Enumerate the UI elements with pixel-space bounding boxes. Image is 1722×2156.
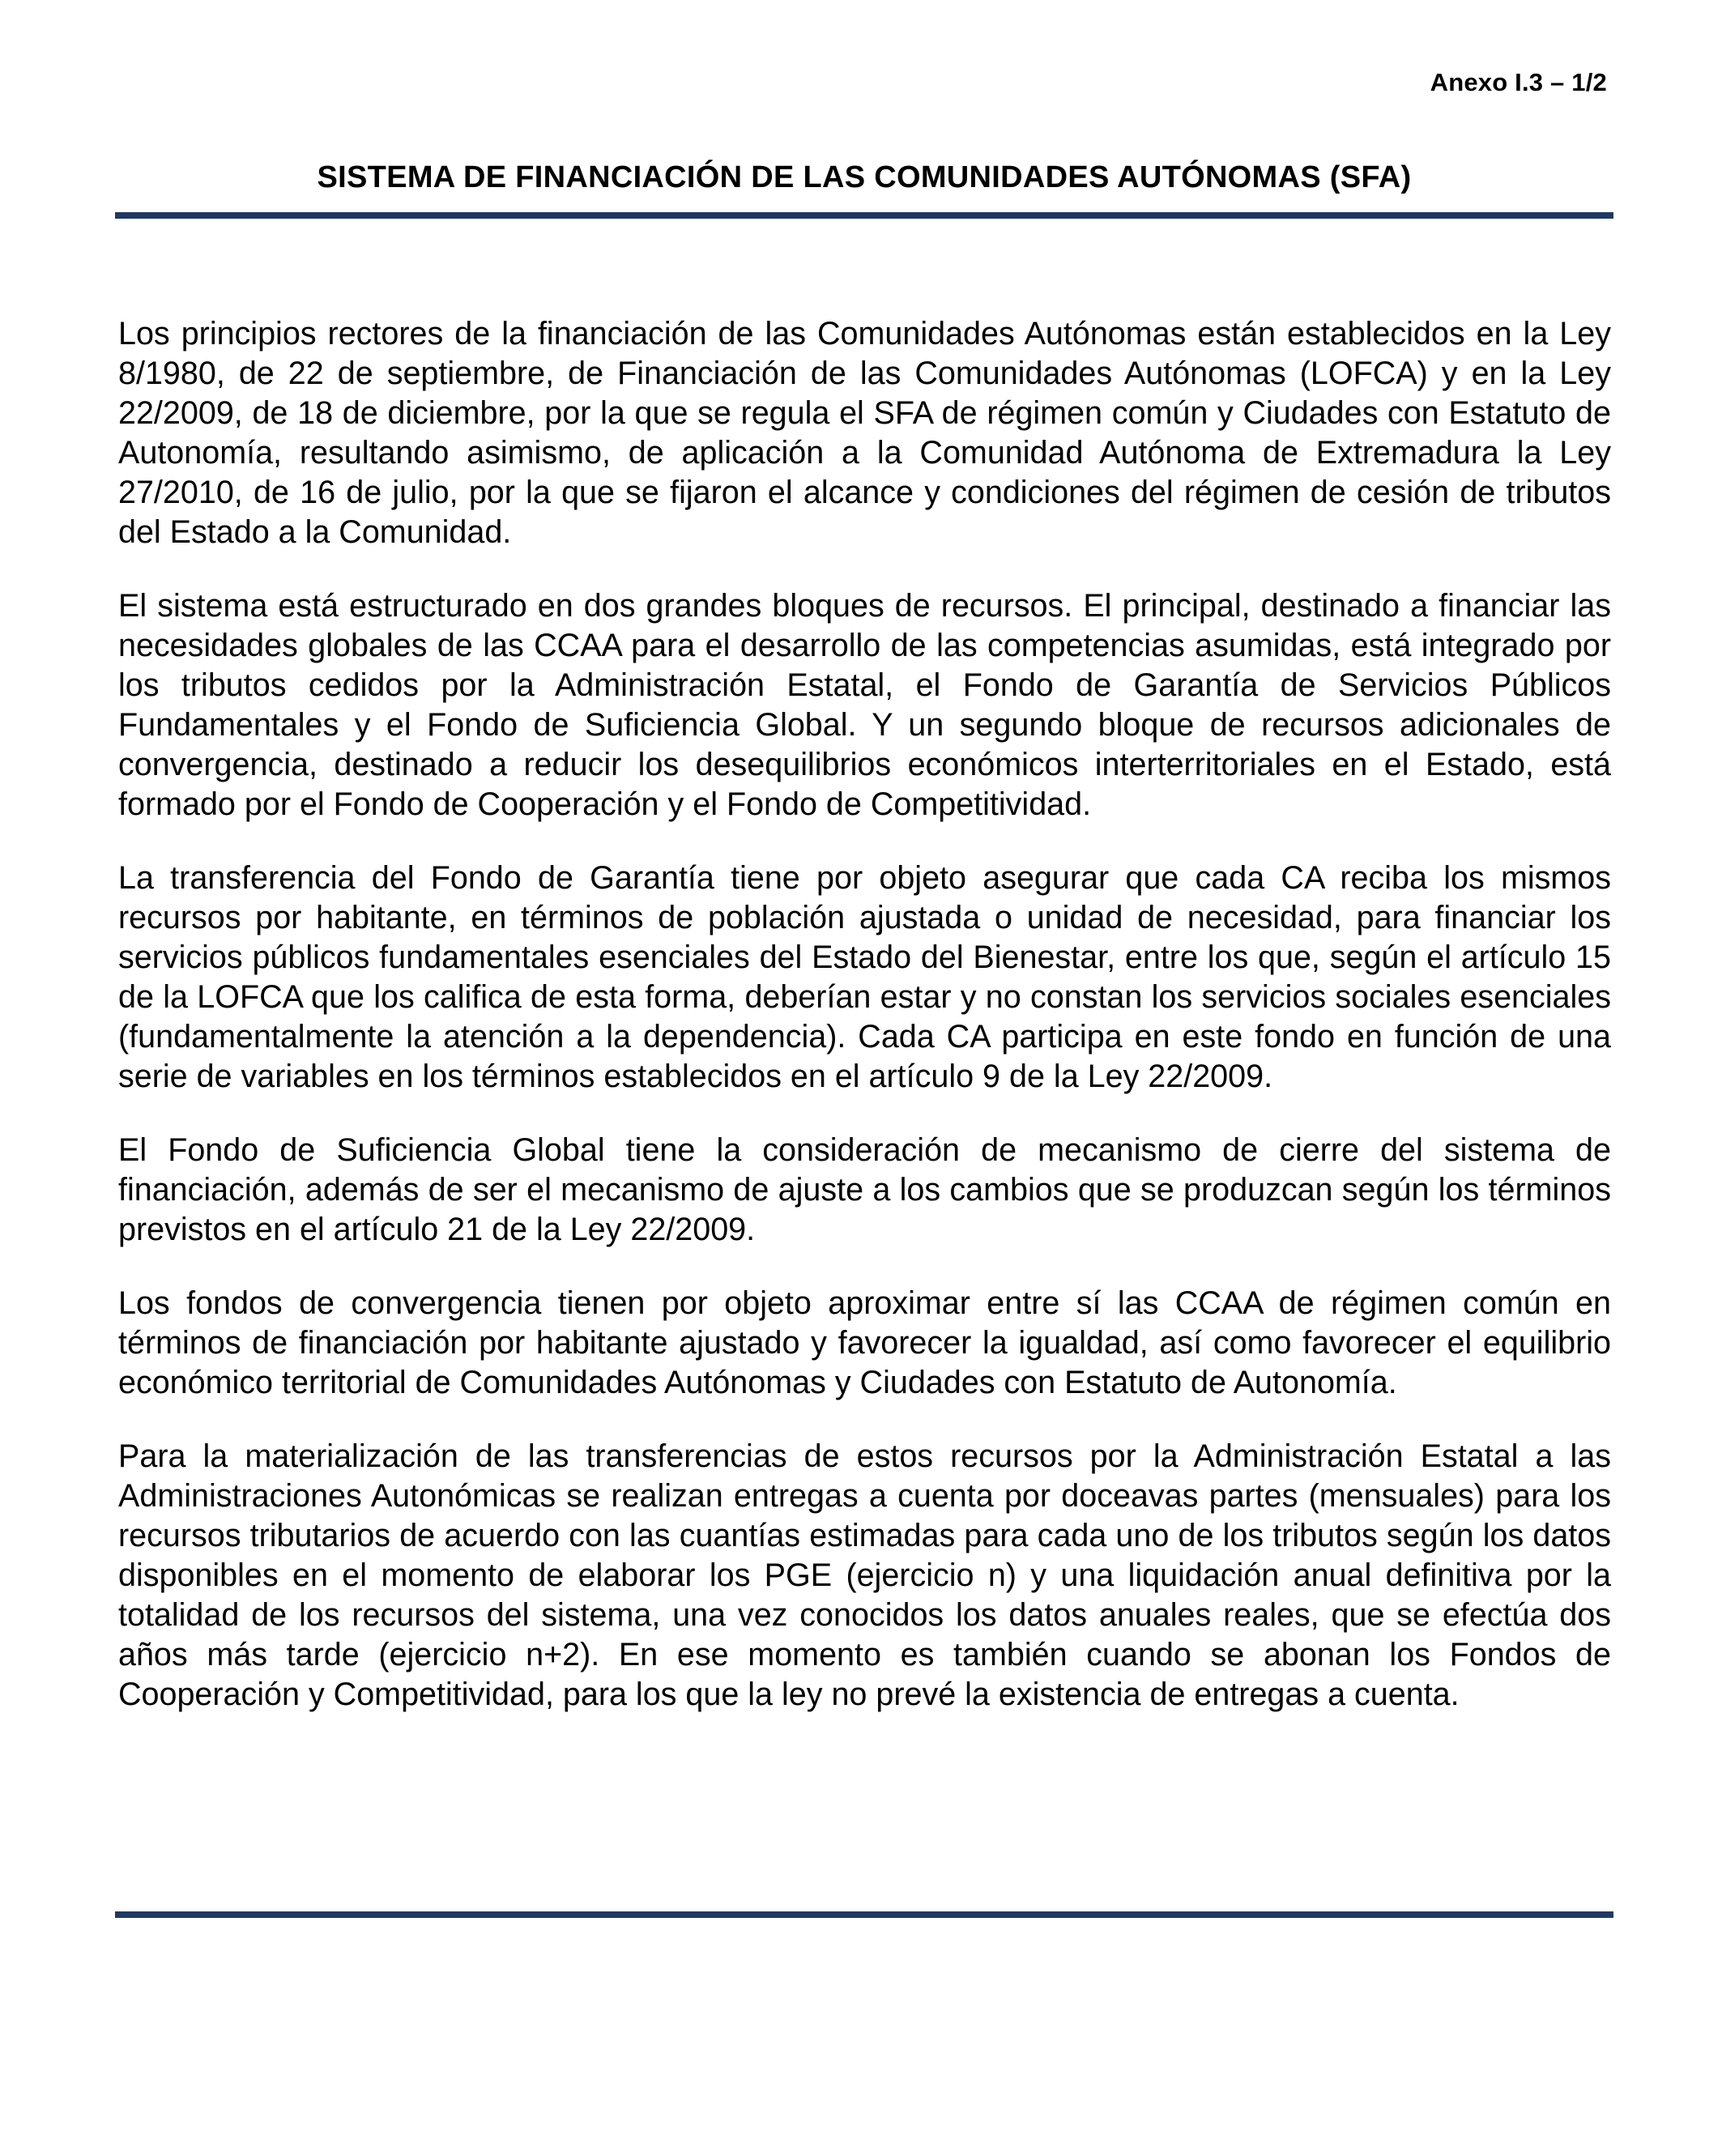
- top-divider: [115, 212, 1613, 219]
- annex-label: Anexo I.3 – 1/2: [1430, 68, 1607, 96]
- paragraph-sufficiency-fund: El Fondo de Suficiencia Global tiene la consideración de mecanismo de cierre del sistema de financiación, además de ser el mecanismo de ajuste a los cambios que se produzcan según los términos previstos en el artículo 21 de la Ley 22/2009.: [118, 1132, 1611, 1247]
- paragraph-convergence-funds: Los fondos de convergencia tienen por objeto aproximar entre sí las CCAA de régimen común en términos de financiación por habitante ajustado y favorecer la igualdad, así como favorecer el equilibrio económico territorial de Comunidades Autónomas y Ciudades con Estatuto de Autonomía.: [118, 1285, 1611, 1400]
- bottom-divider: [115, 1911, 1613, 1918]
- page-title: SISTEMA DE FINANCIACIÓN DE LAS COMUNIDADES AUTÓNOMAS (SFA): [317, 160, 1412, 194]
- paragraph-transfers: Para la materialización de las transferencias de estos recursos por la Administración Estatal a las Administraciones Autonómicas se realizan entregas a cuenta por doceavas partes (mensuales) para los recursos tributarios de acuerdo con las cuantías estimadas para cada uno de los tributos según los datos disponibles en el momento de elaborar los PGE (ejercicio n) y una liquidación anual definitiva por la totalidad de los recursos del sistema, una vez conocidos los datos anuales reales, que se efectúa dos años más tarde (ejercicio n+2). En ese momento es también cuando se abonan los Fondos de Cooperación y Competitividad, para los que la ley no prevé la existencia de entregas a cuenta.: [118, 1438, 1611, 1712]
- paragraph-structure: El sistema está estructurado en dos grandes bloques de recursos. El principal, destinado a financiar las necesidades globales de las CCAA para el desarrollo de las competencias asumidas, está integrado por los tributos cedidos por la Administración Estatal, el Fondo de Garantía de Servicios Públicos Fundamentales y el Fondo de Suficiencia Global. Y un segundo bloque de recursos adicionales de convergencia, destinado a reducir los desequilibrios económicos interterritoriales en el Estado, está formado por el Fondo de Cooperación y el Fondo de Competitividad.: [118, 588, 1611, 822]
- document-body: [118, 314, 1611, 1749]
- paragraph-principles: Los principios rectores de la financiación de las Comunidades Autónomas están establecidos en la Ley 8/1980, de 22 de septiembre, de Financiación de las Comunidades Autónomas (LOFCA) y en la Ley 22/2009, de 18 de diciembre, por la que se regula el SFA de régimen común y Ciudades con Estatuto de Autonomía, resultando asimismo, de aplicación a la Comunidad Autónoma de Extremadura la Ley 27/2010, de 16 de julio, por la que se fijaron el alcance y condiciones del régimen de cesión de tributos del Estado a la Comunidad.: [118, 316, 1611, 550]
- paragraph-guarantee-fund: La transferencia del Fondo de Garantía tiene por objeto asegurar que cada CA reciba los mismos recursos por habitante, en términos de población ajustada o unidad de necesidad, para financiar los servicios públicos fundamentales esenciales del Estado del Bienestar, entre los que, según el artículo 15 de la LOFCA que los califica de esta forma, deberían estar y no constan los servicios sociales esenciales (fundamentalmente la atención a la dependencia). Cada CA participa en este fondo en función de una serie de variables en los términos establecidos en el artículo 9 de la Ley 22/2009.: [118, 860, 1611, 1094]
